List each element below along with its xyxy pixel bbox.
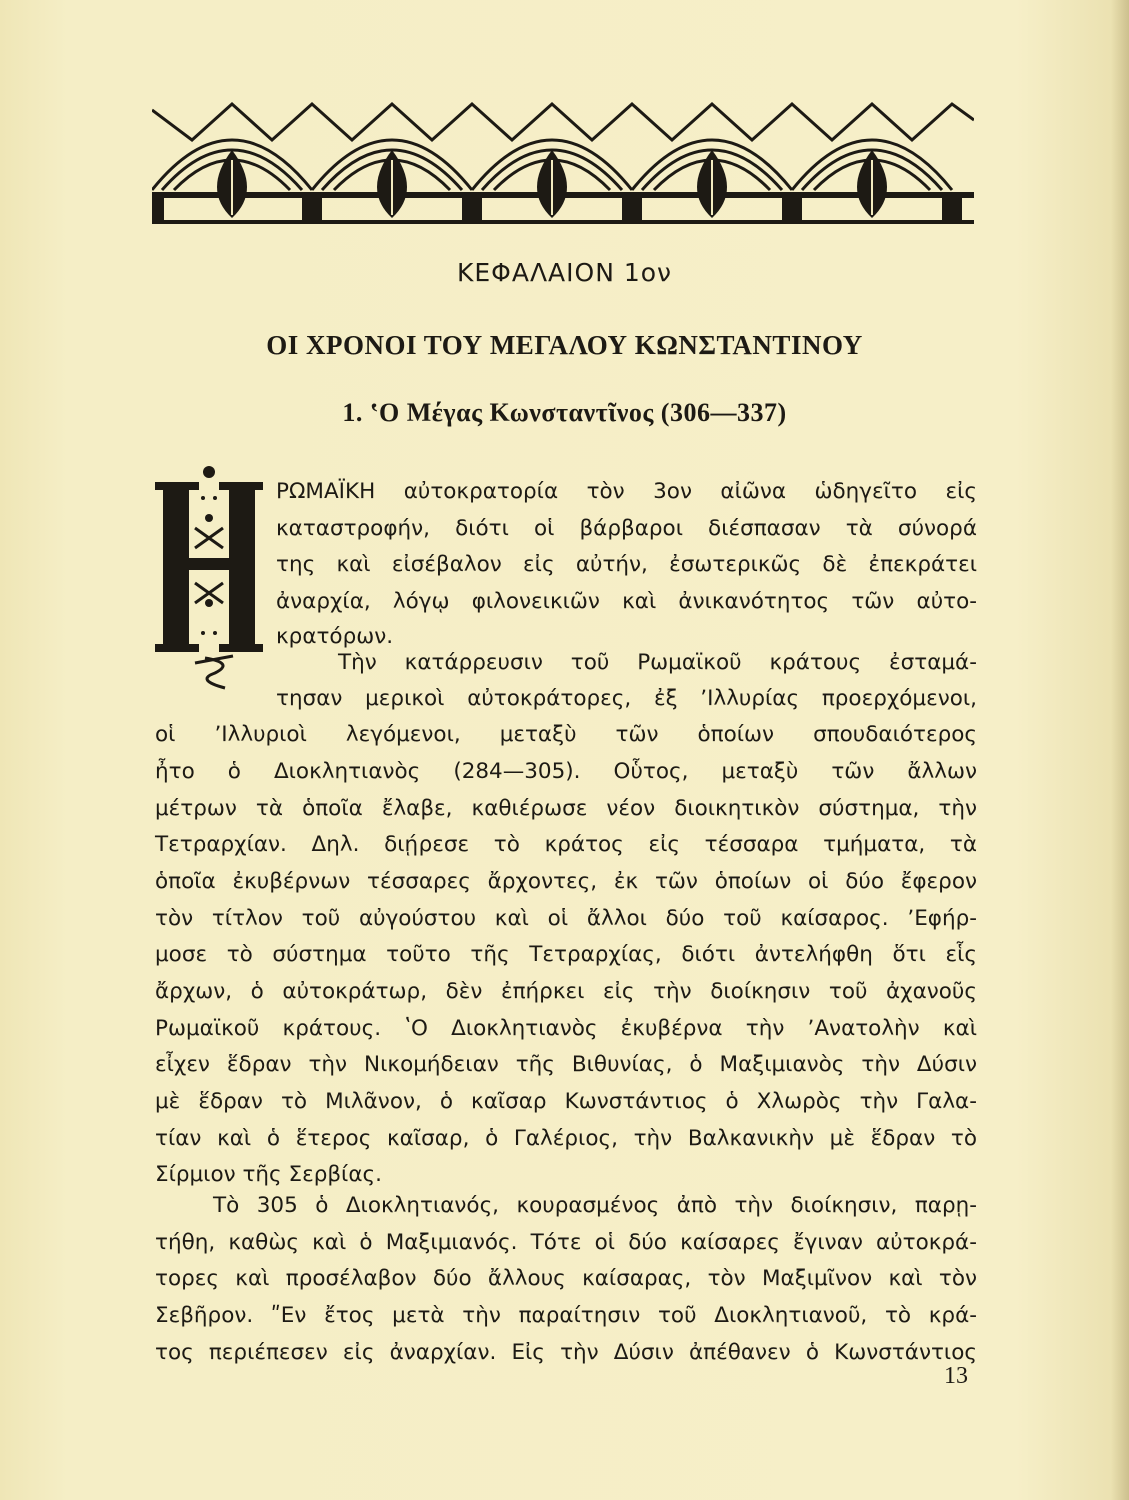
- section-heading: 1. ʽΟ Μέγας Κωνσταντῖνος (306—337): [342, 398, 787, 427]
- text-line: ἦτο ὁ Διοκλητιανὸς (284—305). Οὗτος, μεταξὺ τῶν ἄλλων: [155, 759, 977, 784]
- text-line: τησαν μερικοὶ αὐτοκράτορες, ἐξ ʼΙλλυρίας προερχόμενοι,: [276, 686, 977, 711]
- text-line: μοσε τὸ σύστημα τοῦτο τῆς Τετραρχίας, διότι ἀντελήφθη ὅτι εἷς: [155, 942, 977, 967]
- text-line: καταστροφήν, διότι οἱ βάρβαροι διέσπασαν τὰ σύνορά: [276, 516, 977, 541]
- drop-cap-ornament: [155, 458, 270, 698]
- text-line: τὸν τίτλον τοῦ αὐγούστου καὶ οἱ ἄλλοι δύο τοῦ καίσαρος. ʼΕφήρ-: [155, 906, 977, 931]
- text-line: οἱ ʼΙλλυριοὶ λεγόμενοι, μεταξὺ τῶν ὁποίων σπουδαιότερος: [155, 722, 977, 747]
- text-line: Ρωμαϊκοῦ κράτους. ʽΟ Διοκλητιανὸς ἐκυβέρνα τὴν ʼΑνατολὴν καὶ: [155, 1016, 977, 1041]
- text-line: μέτρων τὰ ὁποῖα ἔλαβε, καθιέρωσε νέον διοικητικὸν σύστημα, τὴν: [155, 796, 977, 821]
- page-title: ΟΙ ΧΡΟΝΟΙ ΤΟΥ ΜΕΓΑΛΟΥ ΚΩΝΣΤΑΝΤΙΝΟΥ: [266, 330, 863, 360]
- page-edge-shadow: [1111, 0, 1129, 1500]
- chapter-heading: ΚΕΦΑΛΑΙΟΝ 1ον: [456, 258, 673, 287]
- text-line: τίαν καὶ ὁ ἕτερος καῖσαρ, ὁ Γαλέριος, τὴν Βαλκανικὴν μὲ ἕδραν τὸ: [155, 1126, 977, 1151]
- text-line: εἶχεν ἕδραν τὴν Νικομήδειαν τῆς Βιθυνίας, ὁ Μαξιμιανὸς τὴν Δύσιν: [155, 1052, 977, 1077]
- text-line: Τὸ 305 ὁ Διοκλητιανός, κουρασμένος ἀπὸ τὴν διοίκησιν, παρῃ-: [213, 1193, 977, 1218]
- text-line: Τετραρχίαν. Δηλ. διῄρεσε τὸ κράτος εἰς τέσσαρα τμήματα, τὰ: [155, 832, 977, 857]
- text-line: κρατόρων.: [276, 624, 394, 649]
- text-line: τήθη, καθὼς καὶ ὁ Μαξιμιανός. Τότε οἱ δύο καίσαρες ἔγιναν αὐτοκρά-: [155, 1230, 977, 1255]
- text-line: Σίρμιον τῆς Σερβίας.: [155, 1162, 382, 1187]
- text-line: τος περιέπεσεν εἰς ἀναρχίαν. Εἰς τὴν Δύσιν ἀπέθανεν ὁ Κωνστάντιος: [155, 1340, 977, 1365]
- text-line: ὁποῖα ἐκυβέρνων τέσσαρες ἄρχοντες, ἐκ τῶν ὁποίων οἱ δύο ἔφερον: [155, 869, 977, 894]
- header-ornament: [152, 100, 974, 226]
- text-line: ἀναρχία, λόγῳ φιλονεικιῶν καὶ ἀνικανότητος τῶν αὐτο-: [276, 589, 977, 614]
- page-number: 13: [944, 1363, 968, 1389]
- text-line: μὲ ἕδραν τὸ Μιλᾶνον, ὁ καῖσαρ Κωνστάντιος ὁ Χλωρὸς τὴν Γαλα-: [155, 1089, 977, 1114]
- text-line: Τὴν κατάρρευσιν τοῦ Ρωμαϊκοῦ κράτους ἐσταμά-: [338, 650, 977, 675]
- text-line: ΡΩΜΑΪΚΗ αὐτοκρατορία τὸν 3ον αἰῶνα ὡδηγεῖτο εἰς: [276, 479, 977, 504]
- text-line: ἄρχων, ὁ αὐτοκράτωρ, δὲν ἐπήρκει εἰς τὴν διοίκησιν τοῦ ἀχανοῦς: [155, 979, 977, 1004]
- text-line: τορες καὶ προσέλαβον δύο ἄλλους καίσαρας, τὸν Μαξιμῖνον καὶ τὸν: [155, 1266, 977, 1291]
- text-line: της καὶ εἰσέβαλον εἰς αὐτήν, ἐσωτερικῶς δὲ ἐπεκράτει: [276, 552, 977, 577]
- text-line: Σεβῆρον. ʺΕν ἔτος μετὰ τὴν παραίτησιν τοῦ Διοκλητιανοῦ, τὸ κρά-: [155, 1303, 977, 1328]
